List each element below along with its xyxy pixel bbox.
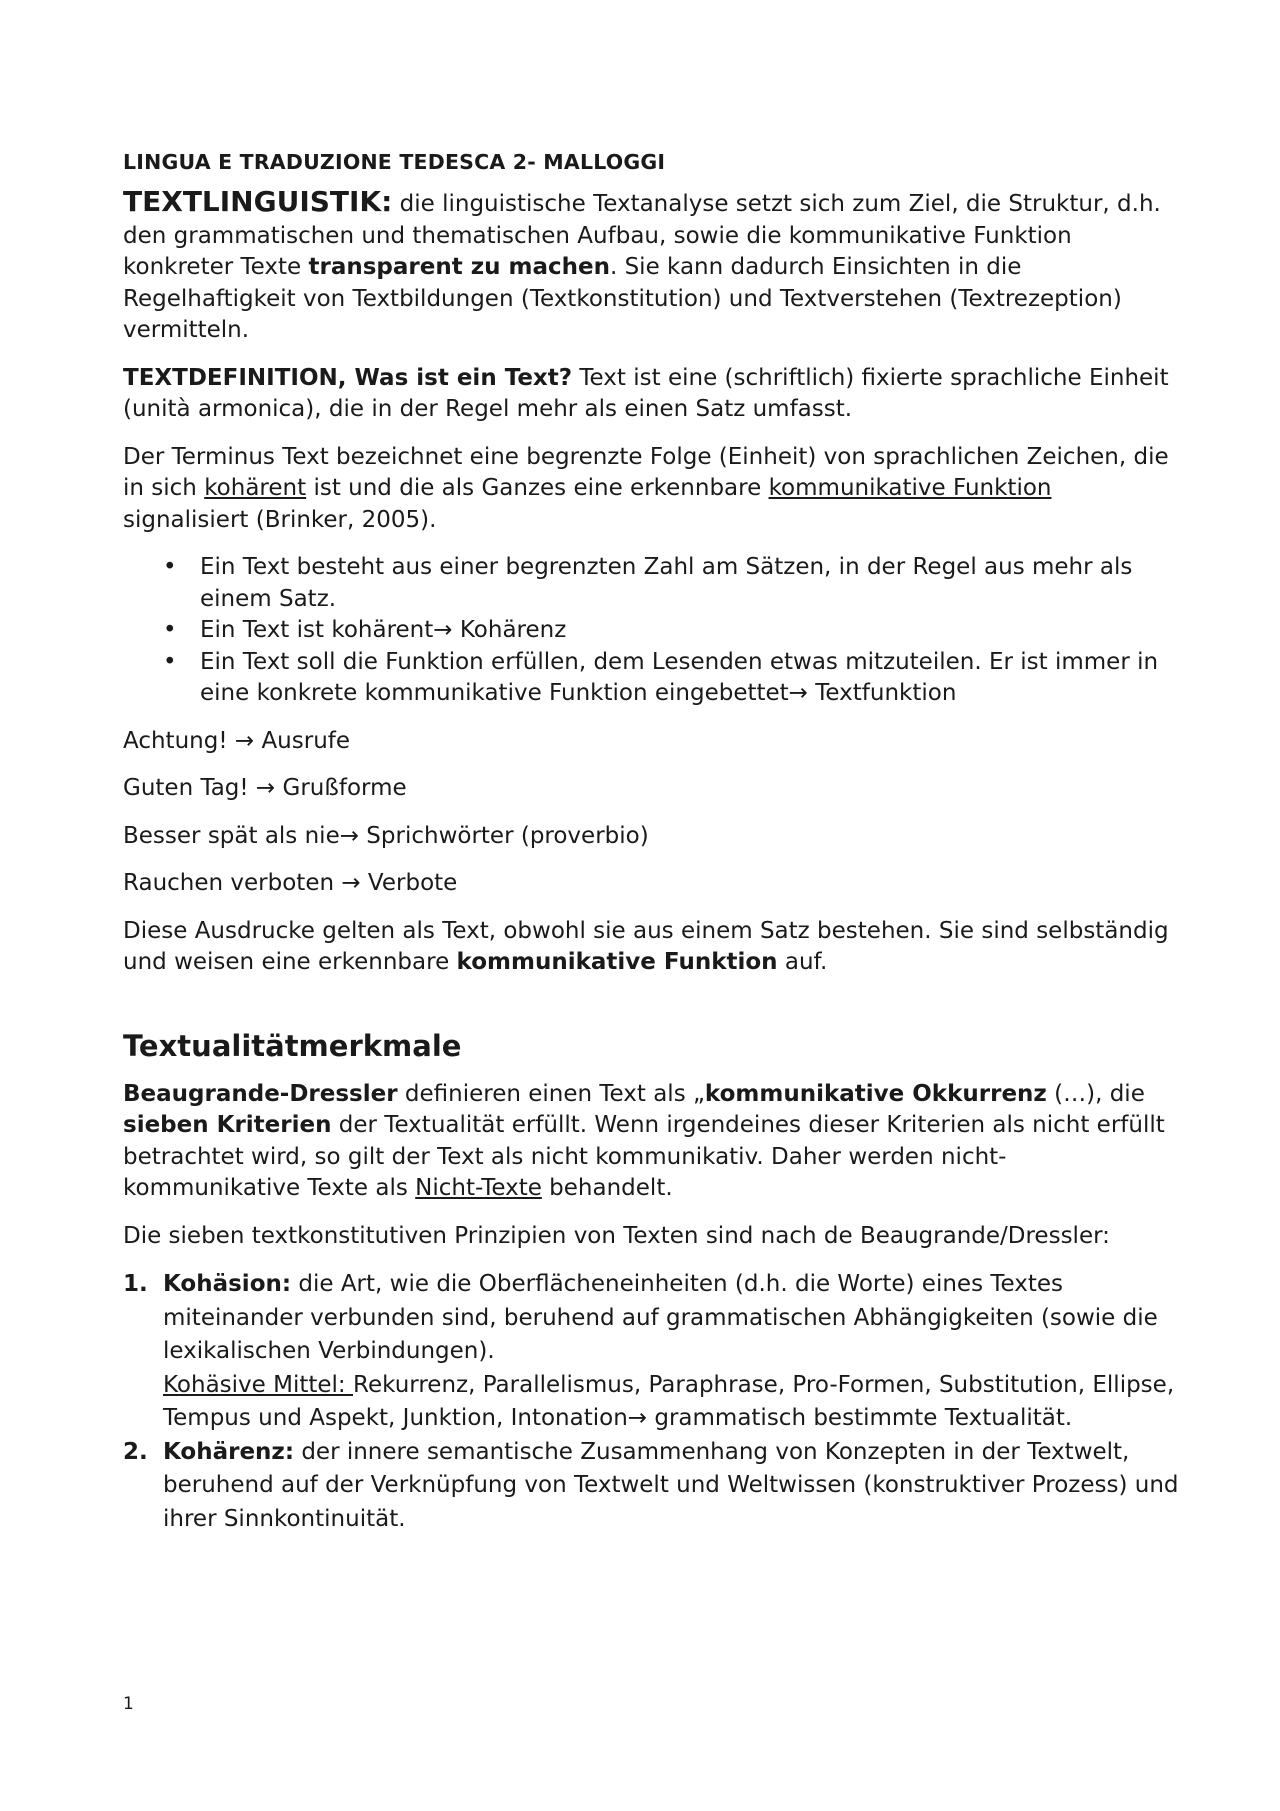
beaugrande-text-4: behandelt. bbox=[541, 1175, 673, 1201]
page-number: 1 bbox=[123, 1694, 134, 1714]
terminus-text-2: ist und die als Ganzes eine erkennbare bbox=[306, 475, 769, 501]
beaugrande-emphasis-2: sieben Kriterien bbox=[123, 1112, 332, 1138]
terminus-underline-funktion: kommunikative Funktion bbox=[768, 475, 1052, 501]
course-title: LINGUA E TRADUZIONE TEDESCA 2- MALLOGGI bbox=[123, 150, 666, 174]
beaugrande-emphasis-1: kommunikative Okkurrenz bbox=[704, 1080, 1047, 1107]
list-item: • Ein Text ist kohärent→ Kohärenz bbox=[123, 615, 1183, 647]
intro-term: TEXTLINGUISTIK: bbox=[123, 185, 393, 218]
criterion-item bbox=[123, 1436, 1183, 1537]
principles-intro: Die sieben textkonstitutiven Prinzipien von Texten sind nach de Beaugrande/Dressler: bbox=[123, 1222, 1110, 1249]
terminus-underline-koharent: kohärent bbox=[204, 475, 307, 501]
examples-note bbox=[123, 916, 1183, 979]
intro-text: die linguistische Textanalyse setzt sich zum Ziel, die Struktur, d.h. den grammatischen und thematischen Aufbau, sowie die kommunikative Funktion konkreter Texte bbox=[123, 191, 1161, 280]
examples-note-emphasis: kommunikative Funktion bbox=[456, 949, 778, 975]
terminus-text-1: Der Terminus Text bezeichnet eine begrenzte Folge (Einheit) von sprachlichen Zeichen, die in sich bbox=[123, 443, 1169, 501]
list-item: • Ein Text besteht aus einer begrenzten Zahl am Sätzen, in der Regel aus mehr als einem Satz. bbox=[123, 552, 1183, 615]
beaugrande-term: Beaugrande-Dressler bbox=[123, 1080, 398, 1107]
beaugrande-underline: Nicht-Texte bbox=[415, 1175, 542, 1201]
intro-emphasis: transparent zu machen bbox=[308, 254, 610, 280]
criterion-item bbox=[123, 1268, 1183, 1436]
intro-text-end: . Sie kann dadurch Einsichten in die Regelhaftigkeit von Textbildungen (Textkonstitution) und Textverstehen (Textrezeption) vermitteln. bbox=[123, 254, 1122, 343]
list-item: • Ein Text soll die Funktion erfüllen, dem Lesenden etwas mitzuteilen. Er ist immer in eine konkrete kommunikative Funktion eingebettet→ Textfunktion bbox=[123, 647, 1183, 710]
criterion-text: die Art, wie die Oberflächeneinheiten (d.h. die Worte) eines Textes miteinander verbunden sind, beruhend auf grammatischen Abhängigkeiten (sowie die lexikalischen Verbindungen). bbox=[163, 1271, 1158, 1364]
criterion-text: der innere semantische Zusammenhang von Konzepten in der Textwelt, beruhend auf der Verknüpfung von Textwelt und Weltwissen (konstruktiver Prozess) und ihrer Sinnkontinuität. bbox=[163, 1438, 1179, 1532]
definition-paragraph bbox=[123, 363, 1183, 426]
criteria-list bbox=[123, 1268, 1183, 1536]
document-page bbox=[123, 150, 1183, 1536]
examples-note-text: Diese Ausdrucke gelten als Text, obwohl sie aus einem Satz bestehen. Sie sind selbständig und weisen eine erkennbare bbox=[123, 917, 1169, 975]
beaugrande-text-2: (…), die bbox=[1046, 1080, 1145, 1107]
criterion-number: 2. bbox=[123, 1438, 148, 1465]
terminus-paragraph bbox=[123, 442, 1183, 537]
beaugrande-text-1: definieren einen Text als „ bbox=[397, 1080, 705, 1107]
definition-text: Text ist eine (schriftlich) fixierte sprachliche Einheit (unità armonica), die in der Regel mehr als einen Satz umfasst. bbox=[123, 364, 1169, 422]
criterion-sub-label: Kohäsive Mittel: bbox=[163, 1371, 353, 1398]
bullet-list bbox=[123, 552, 1183, 710]
definition-term: TEXTDEFINITION, Was ist ein Text? bbox=[123, 364, 573, 391]
example-line: Rauchen verboten → Verbote bbox=[123, 870, 458, 896]
section-heading: Textualitätmerkmale bbox=[123, 1028, 462, 1063]
criterion-term: Kohäsion: bbox=[163, 1271, 292, 1297]
beaugrande-text-3: der Textualität erfüllt. Wenn irgendeines dieser Kriterien als nicht erfüllt betrachtet wird, so gilt der Text als nicht kommunikativ. Daher werden nicht-kommunikative Texte als bbox=[123, 1112, 1165, 1201]
criterion-sub-text: Rekurrenz, Parallelismus, Paraphrase, Pro-Formen, Substitution, Ellipse, Tempus und Aspekt, Junktion, Intonation→ grammatisch bestimmte Textualität. bbox=[163, 1371, 1175, 1431]
terminus-text-3: signalisiert (Brinker, 2005). bbox=[123, 506, 437, 533]
beaugrande-paragraph bbox=[123, 1079, 1183, 1205]
examples-note-text-end: auf. bbox=[777, 949, 828, 975]
criterion-term: Kohärenz: bbox=[163, 1438, 295, 1465]
criterion-number: 1. bbox=[123, 1271, 148, 1297]
example-line: Guten Tag! → Grußforme bbox=[123, 775, 407, 801]
example-line: Besser spät als nie→ Sprichwörter (proverbio) bbox=[123, 822, 649, 849]
intro-paragraph bbox=[123, 186, 1183, 347]
example-line: Achtung! → Ausrufe bbox=[123, 727, 351, 754]
